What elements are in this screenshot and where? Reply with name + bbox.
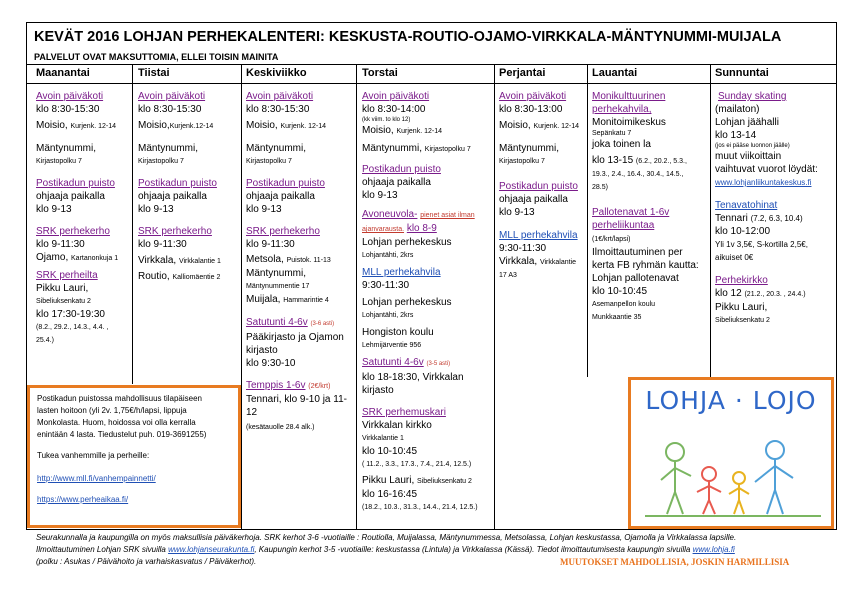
- saturday-column: [592, 90, 699, 324]
- event-title[interactable]: SRK perheilta: [36, 270, 98, 281]
- event-place: Ojamo,: [36, 252, 69, 263]
- event-address: Kirjastopolku 7: [499, 158, 545, 165]
- event-time: klo 13-15: [592, 155, 634, 166]
- info-text: enintään 4 lasta. Tiedustelut puh. 019-3691255): [37, 430, 207, 439]
- event-address: Sibeliuksenkatu 2: [417, 478, 472, 485]
- event-place: Routio,: [138, 271, 170, 282]
- event-place: Virkkala,: [499, 256, 538, 267]
- event-tag: pienet asiat ilman: [420, 212, 475, 219]
- event-address: Sibeliuksenkatu 2: [36, 298, 91, 305]
- srk-link[interactable]: www.lohjanseurakunta.fi: [168, 545, 255, 554]
- event-place: Muijala,: [246, 294, 281, 305]
- event-place: Mäntynummi,: [246, 143, 307, 154]
- column-divider: [356, 64, 357, 530]
- event-time: klo 12: [715, 288, 742, 299]
- event-place: Virkkalan kirkko: [362, 420, 432, 431]
- event-title[interactable]: Sunday skating: [718, 91, 787, 102]
- event-title[interactable]: SRK perhekerho: [138, 226, 212, 237]
- event-freq: joka toinen la: [592, 139, 651, 150]
- event-title[interactable]: MLL perhekahvila: [499, 230, 578, 241]
- event-place: Monitoimikeskus: [592, 117, 666, 128]
- event-place: Mäntynummi,: [499, 143, 560, 154]
- event-address: Kirjastopolku 7: [138, 158, 184, 165]
- info-text: Tukea vanhemmille ja perheille:: [37, 451, 150, 460]
- event-time: klo 9-13: [36, 204, 72, 215]
- event-price: (1€/krt/lapsi): [592, 236, 631, 243]
- event-place: Mäntynummi,: [36, 143, 97, 154]
- column-divider: [241, 64, 242, 530]
- logo-text: LOHJA · LOJO: [645, 386, 817, 415]
- event-title[interactable]: Avoneuvola-: [362, 209, 418, 220]
- mll-link[interactable]: http://www.mll.fi/vanhempainnetti/: [37, 474, 156, 483]
- event-address: Kirjastopolku 7: [424, 146, 471, 153]
- event-desc: ohjaaja paikalla: [246, 191, 315, 202]
- info-text: lasten hoitoon (yli 2v. 1,75€/h/lapsi, lippuja: [37, 406, 187, 415]
- event-place: kirjasto: [362, 385, 394, 396]
- event-place: Lohjan perhekeskus: [362, 297, 452, 308]
- event-title[interactable]: Temppis 1-6v: [246, 380, 306, 391]
- event-place: Pikku Lauri,: [36, 283, 89, 294]
- event-title[interactable]: perhekahvila,: [592, 104, 652, 115]
- event-time: klo 10-10:45: [592, 286, 648, 297]
- event-place: Metsola,: [246, 254, 284, 265]
- day-header-wednesday: Keskiviikko: [246, 67, 307, 79]
- event-desc: ohjaaja paikalla: [36, 191, 105, 202]
- info-box: [27, 385, 241, 528]
- header-divider: [26, 64, 837, 65]
- event-time: klo 8-9: [406, 223, 437, 234]
- event-desc: ohjaaja paikalla: [138, 191, 207, 202]
- event-time: klo 8:30-13:00: [499, 104, 563, 115]
- event-note: (kk viim. to klo 12): [362, 117, 411, 123]
- family-drawing-icon: [631, 380, 831, 526]
- event-time: klo 8:30-15:30: [36, 104, 100, 115]
- event-price: aikuiset 0€: [715, 253, 754, 262]
- event-address: Kirjastopolku 7: [246, 158, 292, 165]
- event-place: Mäntynummi,: [362, 143, 423, 154]
- event-title[interactable]: Avoin päiväkoti: [246, 91, 314, 102]
- event-info: kerta FB ryhmän kautta:: [592, 260, 699, 271]
- day-header-saturday: Lauantai: [592, 67, 638, 79]
- event-place: Asemanpellon koulu: [592, 301, 656, 308]
- event-time: klo 9-13: [362, 190, 398, 201]
- event-info: Ilmoittautuminen per: [592, 247, 683, 258]
- event-title[interactable]: Satutunti 4-6v: [246, 317, 308, 328]
- event-place: Mäntynummi,: [138, 143, 199, 154]
- footer-text: (polku : Asukas / Päivähoito ja varhaiskasvatus / Päiväkerhot).: [36, 557, 257, 566]
- event-title[interactable]: Postikadun puisto: [499, 181, 578, 192]
- event-place: Lohjan perhekeskus: [362, 237, 452, 248]
- changes-notice: MUUTOKSET MAHDOLLISIA, JOSKIN HARMILLISIA: [560, 557, 790, 567]
- event-dates: 25.4.): [36, 337, 54, 344]
- event-place: Moisio,: [362, 125, 394, 136]
- event-time: klo 13-14: [715, 130, 757, 141]
- event-age: (3-5 asti): [426, 361, 451, 367]
- event-address: Virkkalantie 1: [362, 435, 404, 442]
- tuesday-column: [138, 90, 221, 284]
- lohja-logo: [628, 377, 834, 529]
- footer-text: Seurakunnalla ja kaupungilla on myös maksullisia päiväkerhoja. SRK kerhot 3-6 -vuotiaille : Routiolla, Muijalassa, Mäntynummessa, Metsolassa, Lohjan keskustassa, Ojamolla ja Virkkalassa lapsille.: [36, 533, 737, 542]
- event-title[interactable]: SRK perhemuskari: [362, 407, 446, 418]
- event-place: kirjasto: [246, 345, 278, 356]
- event-place: Moisio,: [138, 120, 170, 131]
- event-title[interactable]: Postikadun puisto: [138, 178, 217, 189]
- event-place: Tennari, klo 9-10 ja 11-: [246, 394, 347, 405]
- event-time: 9:30-11:30: [499, 243, 547, 254]
- event-place: Pääkirjasto ja Ojamon: [246, 332, 344, 343]
- column-divider: [710, 64, 711, 377]
- dayhead-divider: [26, 83, 837, 84]
- event-dates: (18.2., 10.3., 31.3., 14.4., 21.4, 12.5.): [362, 504, 478, 511]
- event-time: klo 9:30-10: [246, 358, 296, 369]
- event-address: Kurjenk. 12-14: [533, 123, 579, 130]
- event-title[interactable]: Pallotenavat 1-6v: [592, 207, 670, 218]
- event-address: 17 A3: [499, 272, 517, 279]
- event-dates: (6.2., 20.2., 5.3.,: [635, 158, 687, 165]
- event-desc: (mailaton): [715, 104, 760, 115]
- event-time: klo 9-13: [499, 207, 535, 218]
- event-address: Virkkalantie 1: [178, 258, 221, 265]
- event-place: Lohjan jäähalli: [715, 117, 779, 128]
- event-time: klo 18-18:30, Virkkalan: [362, 372, 464, 383]
- event-time: klo 8:30-14:00: [362, 104, 426, 115]
- event-time: klo 9-13: [138, 204, 174, 215]
- event-info: Lohjan pallotenavat: [592, 273, 679, 284]
- event-time: klo 8:30-15:30: [138, 104, 202, 115]
- event-title[interactable]: SRK perhekerho: [246, 226, 320, 237]
- day-header-friday: Perjantai: [499, 67, 546, 79]
- friday-column: [499, 90, 579, 282]
- monday-column: [36, 90, 118, 347]
- event-title[interactable]: Avoin päiväkoti: [36, 91, 104, 102]
- day-header-monday: Maanantai: [36, 67, 90, 79]
- event-title[interactable]: Monikulttuurinen: [592, 91, 666, 102]
- event-info: vaihtuvat vuorot löydät:: [715, 164, 818, 175]
- perheaikaa-link[interactable]: https://www.perheaikaa.fi/: [37, 495, 129, 504]
- lohja-link[interactable]: www.lohja.fi: [692, 545, 735, 554]
- event-title[interactable]: SRK perhekerho: [36, 226, 110, 237]
- day-header-thursday: Torstai: [362, 67, 398, 79]
- event-desc: ohjaaja paikalla: [499, 194, 568, 205]
- event-place: Moisio,: [499, 120, 531, 131]
- event-title[interactable]: Avoin päiväkoti: [138, 91, 206, 102]
- footer-text: , Kaupungin kerhot 3-5 -vuotiaille: keskustassa (Lintula) ja Virkkalassa (Kässä). Tiedot ilmoittautumisesta kaupungin sivuilla: [254, 545, 693, 554]
- event-time: klo 9-11:30: [246, 239, 295, 250]
- sunday-column: [715, 90, 818, 327]
- page-title: KEVÄT 2016 LOHJAN PERHEKALENTERI: KESKUSTA-ROUTIO-OJAMO-VIRKKALA-MÄNTYNUMMI-MUIJALA: [34, 29, 782, 45]
- event-address: Sepänkatu 7: [592, 130, 632, 137]
- event-dates: 19.3., 2.4., 16.4., 30.4., 14.5.,: [592, 171, 684, 178]
- event-address: Lehmijärventie 956: [362, 342, 422, 349]
- event-address: Munkkaantie 35: [592, 314, 642, 321]
- event-title[interactable]: Tenavatohinat: [715, 200, 778, 211]
- footer-text: Ilmoittautuminen Lohjan SRK sivuilla: [36, 545, 169, 554]
- event-title[interactable]: perheliikuntaa: [592, 220, 655, 231]
- thursday-column: [362, 90, 478, 514]
- event-place: Mäntynummi,: [246, 268, 307, 279]
- event-time: klo 9-13: [246, 204, 282, 215]
- event-note: (jos ei pääse luonnon jäälle): [715, 143, 790, 149]
- event-time: klo 8:30-15:30: [246, 104, 310, 115]
- event-title[interactable]: Postikadun puisto: [36, 178, 115, 189]
- page-subtitle: PALVELUT OVAT MAKSUTTOMIA, ELLEI TOISIN MAINITA: [34, 52, 279, 62]
- event-address: Virkkalantie: [539, 259, 577, 266]
- event-dates: 28.5): [592, 184, 608, 191]
- event-place: Moisio,: [36, 120, 68, 131]
- info-text: Postikadun puistossa mahdollisuus tilapäiseen: [37, 394, 202, 403]
- event-address: Kalliomäentie 2: [172, 274, 221, 281]
- event-address: Lohjantähti, 2krs: [362, 312, 414, 319]
- event-place: Tennari: [715, 213, 748, 224]
- event-age: (3-6 asti): [310, 321, 335, 327]
- event-address: Puistok. 11-13: [286, 257, 331, 264]
- event-time: klo 10-12:00: [715, 226, 771, 237]
- event-place: Moisio,: [246, 120, 278, 131]
- column-divider: [132, 64, 133, 384]
- day-header-sunday: Sunnuntai: [715, 67, 769, 79]
- event-address: Sibeliuksenkatu 2: [715, 317, 770, 324]
- event-dates: (8.2., 29.2., 14.3., 4.4. ,: [36, 324, 109, 331]
- event-address: Kurjenk. 12-14: [70, 123, 116, 130]
- event-address: Mäntynummentie 17: [246, 283, 310, 290]
- event-time: klo 17:30-19:30: [36, 309, 105, 320]
- event-address: Kirjastopolku 7: [36, 158, 82, 165]
- event-time: klo 9-11:30: [36, 239, 85, 250]
- event-place: 12: [246, 407, 258, 418]
- wednesday-column: [246, 90, 347, 434]
- event-tag: ajanvarausta.: [362, 226, 405, 233]
- column-divider: [494, 64, 495, 530]
- event-dates: ( 11.2., 3.3., 17.3., 7.4., 21.4, 12.5.): [362, 461, 472, 468]
- event-title[interactable]: Perhekirkko: [715, 275, 768, 286]
- event-address: Kurjenk. 12-14: [396, 128, 442, 135]
- event-note: (kesätauolle 28.4 alk.): [246, 424, 315, 431]
- event-address: Kurjenk.12-14: [169, 123, 214, 130]
- skating-link[interactable]: www.lohjanliikuntakeskus.fi: [715, 178, 812, 187]
- event-address: Hammarintie 4: [283, 297, 329, 304]
- event-title[interactable]: Postikadun puisto: [362, 164, 441, 175]
- event-title[interactable]: Avoin päiväkoti: [362, 91, 430, 102]
- event-price: Yli 1v 3,5€, S-kortilla 2,5€,: [715, 240, 808, 249]
- event-desc: ohjaaja paikalla: [362, 177, 431, 188]
- day-header-tuesday: Tiistai: [138, 67, 170, 79]
- event-time: klo 10-10:45: [362, 446, 418, 457]
- event-title[interactable]: Satutunti 4-6v: [362, 357, 424, 368]
- event-address: Kartanonkuja 1: [71, 255, 119, 262]
- event-info: muut viikoittain: [715, 151, 782, 162]
- event-address: Kurjenk. 12-14: [280, 123, 326, 130]
- event-place: Pikku Lauri,: [362, 475, 415, 486]
- event-price: (2€/krt): [308, 383, 331, 390]
- event-address: Lohjantähti, 2krs: [362, 252, 414, 259]
- column-divider: [587, 64, 588, 377]
- event-title[interactable]: Postikadun puisto: [246, 178, 325, 189]
- event-time: klo 16-16:45: [362, 489, 418, 500]
- event-place: Pikku Lauri,: [715, 302, 768, 313]
- event-place: Hongiston koulu: [362, 327, 434, 338]
- event-time: 9:30-11:30: [362, 280, 410, 291]
- event-time: klo 9-11:30: [138, 239, 187, 250]
- event-title[interactable]: MLL perhekahvila: [362, 267, 441, 278]
- event-dates: (21.2., 20.3. , 24.4.): [744, 291, 806, 298]
- event-dates: (7.2, 6.3, 10.4): [750, 214, 803, 223]
- event-place: Virkkala,: [138, 255, 177, 266]
- event-title[interactable]: Avoin päiväkoti: [499, 91, 567, 102]
- info-text: Monkolasta. Huom, hoidossa voi olla kerralla: [37, 418, 196, 427]
